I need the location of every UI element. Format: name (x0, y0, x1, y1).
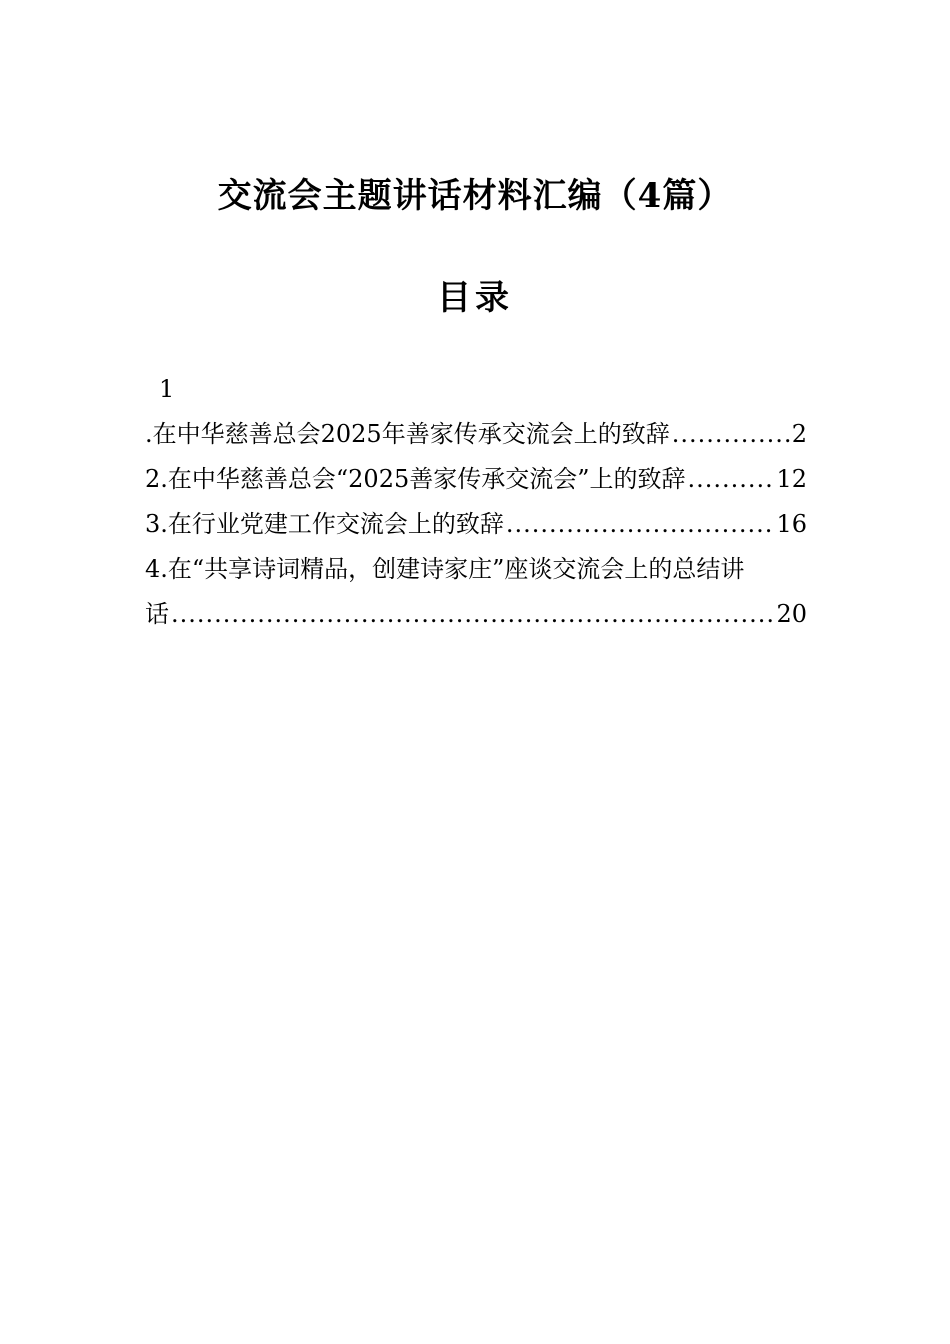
toc-entry[interactable] (145, 502, 807, 547)
toc-entry[interactable] (145, 457, 807, 502)
toc-entry[interactable] (145, 412, 807, 457)
toc-page-number: 2 (791, 420, 807, 448)
toc-entry-title: 3.在行业党建工作交流会上的致辞 (145, 510, 504, 538)
document-title: 交流会主题讲话材料汇编（4篇） (217, 176, 733, 216)
toc-entry-number: 1 (159, 375, 175, 403)
toc-entry-title: 2.在中华慈善总会“2025善家传承交流会”上的致辞 (145, 465, 686, 493)
toc-dot-leader (688, 457, 775, 502)
toc-page-number: 16 (776, 510, 807, 538)
toc-dot-leader (672, 412, 790, 457)
toc-heading: 目录 (437, 278, 513, 318)
toc-dot-leader (171, 592, 774, 637)
toc-entry-title: .在中华慈善总会2025年善家传承交流会上的致辞 (145, 420, 670, 448)
table-of-contents (145, 372, 807, 637)
toc-entry-title-line2: 话 (145, 600, 169, 628)
toc-entry[interactable] (145, 592, 807, 637)
toc-page-number: 12 (776, 465, 807, 493)
toc-page-number: 20 (776, 600, 807, 628)
toc-dot-leader (506, 502, 775, 547)
toc-entry-title-line1[interactable]: 4.在“共享诗词精品，创建诗家庄”座谈交流会上的总结讲 (145, 555, 745, 583)
